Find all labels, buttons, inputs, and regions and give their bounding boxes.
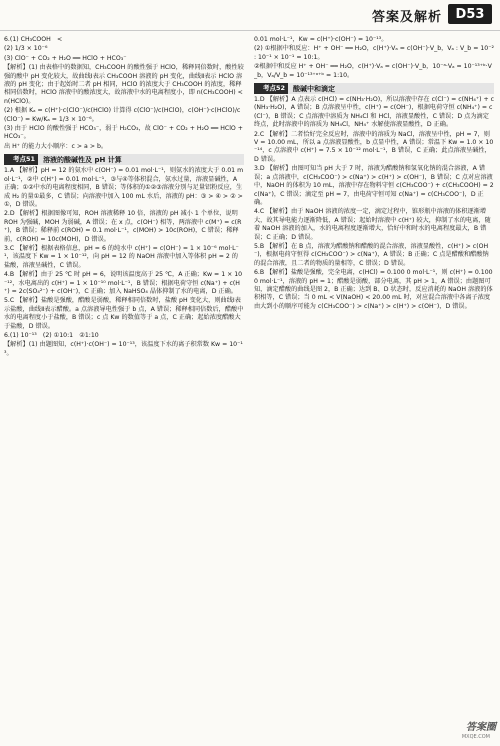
answer-paragraph: (3) 由于 HClO 的酸性强于 HCO₃⁻，弱于 H₂CO₃，故 ClO⁻ + CO₂ + H₂O ══ HClO + HCO₃⁻。 — [4, 125, 243, 141]
answer-paragraph: 1.D 【解析】A 点表示 c(HCl) = c(NH₃·H₂O)，所以溶液中存在 c(Cl⁻) = c(NH₄⁺) + c(NH₃·H₂O)，A 错误；B 点溶液呈中性，c(H⁺) = c(OH⁻)，根据电荷守恒 c(NH₄⁺) = c(Cl⁻)，B 错误；C 点溶液中溶质为 NH₄Cl 和 HCl，溶液显酸性，C 错误；D 点为滴定终点，此时溶液中的溶质为 NH₄Cl，NH₄⁺ 水解使溶液显酸性，D 正确。 — [254, 96, 494, 129]
watermark-subtext: MXQE.COM — [461, 734, 490, 740]
section-header — [254, 83, 494, 94]
header-title: 答案及解析 — [371, 10, 442, 25]
answer-paragraph: 6.B 【解析】盐酸是强酸，完全电离，c(HCl) = 0.100 0 mol·L⁻¹，则 c(H⁺) = 0.100 0 mol·L⁻¹，溶液的 pH = 1；醋酸是弱酸，部分电离，其 pH > 1，A 错误；由题图可知，滴定醋酸的曲线是图 2，B 正确；达到 B、D 状态时，反应消耗的 NaOH 溶液的体积相等，C 错误；当 0 mL < V(NaOH) < 20.00 mL 时，对应混合溶液中各离子浓度由大到小的顺序可能为 c(CH₃COO⁻) > c(Na⁺) > c(H⁺) > c(OH⁻)，D 错误。 — [254, 269, 493, 310]
answer-paragraph: ②根据中和反应 H⁺ + OH⁻ ══ H₂O，c(H⁺)·Vₐ = c(OH⁻)·V_b，10⁻ᵃ·Vₐ = 10⁻¹³⁺ᵇ·V_b，Vₐ/V_b = 10⁻¹³⁺ᵃ⁺ᵇ = 1:10。 — [254, 63, 492, 79]
section-title: 酸碱中和滴定 — [293, 84, 336, 93]
answer-paragraph: 出 H⁺ 的能力大小顺序：c > a > b。 — [4, 142, 108, 150]
answer-paragraph: 1.A 【解析】pH = 12 的氨水中 c(OH⁻) = 0.01 mol·L⁻¹，则氨水的浓度大于 0.01 mol·L⁻¹，②中 c(H⁺) = 0.01 mol·L⁻¹，③与④等体积混合，氨水过量，溶液显碱性，A 正确；①②中水的电离程度相同，B 错误；等体积的①②③溶液分别与足量铝粉反应，生成 H₂ 的量①最多，C 错误；向溶液中加入 100 mL 水后，溶液的 pH：③ > ④ > ② > ①，D 错误。 — [4, 167, 244, 208]
answer-paragraph: 【解析】(1) 由表格中的数据知，CH₃COOH 的酸性强于 HClO，稀释同倍数时，酸性较强的酸中 pH 变化较大，故曲线Ⅰ表示 CH₃COOH 溶液的 pH 变化，曲线Ⅱ表示 HClO 溶液的 pH 变化；由于起始时二者 pH 相同，HClO 的浓度大于 CH₃COOH 的浓度，稀释相同倍数时，HClO 溶液中的酸浓度大，故溶液中水的电离程度小，即 n(CH₃COOH) < n(HClO)。 — [4, 64, 244, 105]
answer-paragraph: 【解析】(1) 由题图知，c(H⁺)·c(OH⁻) = 10⁻¹³，该温度下水的离子积常数 Kw = 10⁻¹³。 — [4, 341, 243, 357]
left-column — [4, 36, 244, 736]
section-code: 考点51 — [10, 154, 38, 165]
answer-paragraph: 0.01 mol·L⁻¹，Kw = c(H⁺)·c(OH⁻) = 10⁻¹³。 — [254, 36, 388, 43]
answer-paragraph: 4.C 【解析】由于 NaOH 溶液的浓度一定，滴定过程中，锥形瓶中溶液的体积逐渐增大，故其导电能力逐渐降低，A 错误；起始时溶液中 c(H⁺) 较大，抑制了水的电离，随着 NaOH 溶液的加入，水的电离程度逐渐增大，恰好中和时水的电离程度最大，B 错误；C 正确；D 错误。 — [254, 208, 491, 241]
section-code: 考点52 — [260, 83, 288, 94]
watermark-logo — [410, 710, 496, 740]
answer-paragraph: 6.(1) CH₃COOH < — [4, 36, 69, 43]
section-header — [4, 154, 244, 165]
answer-paragraph: (2) 根据 Kₐ = c(H⁺)·c(ClO⁻)/c(HClO) 计算得 c(ClO⁻)/c(HClO)，c(OH⁻)·c(HClO)/c(ClO⁻) = Kw/Kₐ = 1/3 × 10⁻⁶。 — [4, 107, 241, 123]
page-number-badge: D53 — [448, 4, 492, 24]
header-strip — [0, 0, 500, 31]
answer-paragraph: (3) ClO⁻ + CO₂ + H₂O ══ HClO + HCO₃⁻ — [4, 54, 127, 62]
answer-paragraph: (2) ①根据中和反应：H⁺ + OH⁻ ══ H₂O，c(H⁺)·Vₐ = c(OH⁻)·V_b，Vₐ : V_b = 10⁻² : 10⁻¹ × 10⁻¹ = 10:1。 — [254, 45, 494, 61]
answer-paragraph: 4.B 【解析】由于 25 ℃ 时 pH = 6，说明该温度高于 25 ℃，A 正确；Kw = 1 × 10⁻¹²，水电离出的 c(H⁺) = 1 × 10⁻¹⁰ mol·L⁻¹，B 错误；根据电荷守恒 c(Na⁺) + c(H⁺) = 2c(SO₄²⁻) + c(OH⁻)，C 正确；加入 NaHSO₄ 晶体抑制了水的电离，D 正确。 — [4, 271, 243, 295]
answer-paragraph: 3.C 【解析】根据表格信息，pH = 6 的纯水中 c(H⁺) = c(OH⁻) = 1 × 10⁻⁶ mol·L⁻¹，该温度下 Kw = 1 × 10⁻¹²，向 pH = 12 的 NaOH 溶液中加入等体积 pH = 2 的盐酸，溶液呈碱性，C 错误。 — [4, 244, 239, 269]
answer-paragraph: 5.B 【解析】在 B 点，溶液为醋酸钠和醋酸的混合溶液，溶液显酸性，c(H⁺) > c(OH⁻)，根据电荷守恒得 c(CH₃COO⁻) > c(Na⁺)，A 错误；B 正确；C 点是醋酸和醋酸钠的混合溶液，且二者的物质的量相等，C 错误；D 错误。 — [254, 242, 489, 267]
answer-paragraph: 3.D 【解析】由图可知当 pH 大于 7 时，溶液为醋酸钠和氢氧化钠的混合溶液，A 错误；a 点溶液中，c(CH₃COO⁻) > c(Na⁺) > c(H⁺) > c(OH⁻)，B 错误；C 点对应溶液中，NaOH 的体积为 10 mL，溶液中存在物料守恒 c(CH₃COO⁻) + c(CH₃COOH) = 2c(Na⁺)，C 错误；滴定至 pH = 7，由电荷守恒可知 c(Na⁺) = c(CH₃COO⁻)，D 正确。 — [254, 165, 494, 206]
answer-paragraph: (2) 1/3 × 10⁻⁶ — [4, 45, 48, 53]
answer-paragraph: 6.(1) 10⁻¹³ (2) ①10:1 ②1:10 — [4, 332, 99, 339]
answer-paragraph: 2.C 【解析】二者恰好完全反应时，溶液中的溶质为 NaCl，溶液呈中性，pH = 7，则 V = 10.00 mL，所以 a 点溶液显酸性，b 点显中性，A 错误；常温下 Kw = 1.0 × 10⁻¹⁴，c 点溶液中 c(H⁺) = 7.5 × 10⁻¹² mol·L⁻¹，B 错误，C 正确；此点溶液呈碱性，D 错误。 — [254, 130, 494, 163]
right-column — [254, 36, 494, 736]
section-title: 溶液的酸碱性及 pH 计算 — [43, 155, 122, 164]
watermark-text: 答案圈 — [466, 721, 496, 733]
answer-paragraph: 5.C 【解析】盐酸是强酸，醋酸是弱酸，稀释相同倍数时，盐酸 pH 变化大，则曲线Ⅰ表示盐酸，曲线Ⅱ表示醋酸。a 点溶液导电性强于 b 点，A 错误；稀释相同倍数后，醋酸中水的电离程度小于盐酸，B 错误；c 点 Kw 的数值等于 a 点，C 正确；起始浓度醋酸大于盐酸，D 错误。 — [4, 297, 244, 330]
answer-paragraph: 2.D 【解析】根据图像可知，ROH 溶液稀释 10 倍，溶液的 pH 减小 1 个单位，说明 ROH 为强碱，MOH 为弱碱，A 错误；在 x 点，c(OH⁻) 相等，两溶液中 c(M⁺) = c(R⁺)，B 错误；稀释前 c(ROH) = 0.1 mol·L⁻¹，c(MOH) > 10c(ROH)，C 错误；稀释前，c(ROH) = 10c(MOH)，D 错误。 — [4, 210, 242, 243]
